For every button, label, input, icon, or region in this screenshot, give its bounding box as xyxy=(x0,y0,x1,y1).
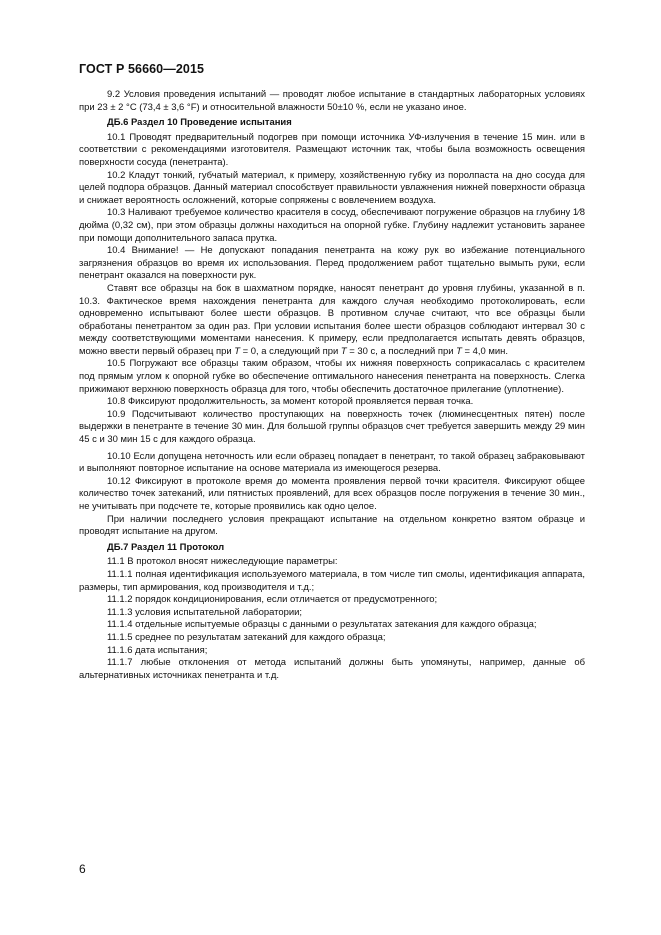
section-heading-db7: ДБ.7 Раздел 11 Протокол xyxy=(107,541,225,553)
paragraph-10-9: 10.9 Подсчитывают количество проступающих на поверхность точек (люминесцентных пятен) после выдержки в пенетранте в течение 30 мин. Для большой группы образцов счет требуется завершить между 29 мин 45 с и 30 мин 15 с для каждого образца. xyxy=(79,408,585,446)
paragraph-10-2: 10.2 Кладут тонкий, губчатый материал, к примеру, хозяйственную губку из поролпаста на дно сосуда для целей подпора образцов. Данный материал способствует правильности увлажнения нижней поверхности образца и снижает вероятность осложнений, которые сопряжены с вовлечением воздуха. xyxy=(79,169,585,206)
paragraph-10-3: 10.3 Наливают требуемое количество красителя в сосуд, обеспечивают погружение образцов на глубину 1⁄8 дюйма (0,32 см), при этом образцы должны находиться на опорной губке. Глубину надлежит установить заранее при помощи дополнительного запаса прутка. xyxy=(79,207,585,244)
paragraph-11-1-7: 11.1.7 любые отклонения от метода испытаний должны быть упомянуты, например, данные об альтернативных источниках пенетранта и т.д. xyxy=(79,657,585,681)
paragraph-11-1-4: 11.1.4 отдельные испытуемые образцы с данными о результатах затекания для каждого образца; xyxy=(107,619,537,631)
paragraph-11-1-1: 11.1.1 полная идентификация используемого материала, в том числе тип смолы, идентификация аппарата, размеры, тип армирования, код производителя и т.д.; xyxy=(79,568,585,593)
paragraph-last-condition: При наличии последнего условия прекращают испытание на отдельном конкретно взятом образце и проводят испытание на другом. xyxy=(79,513,585,538)
paragraph-10-4: 10.4 Внимание! — Не допускают попадания пенетранта на кожу рук во избежание потенциального загрязнения образцов во время их использования. Перед продолжением работ тщательно вымыть руки, если пенетрант оказался на поверхности рук. xyxy=(79,245,585,282)
paragraph-11-1-6: 11.1.6 дата испытания; xyxy=(107,644,208,656)
section-heading-db6: ДБ.6 Раздел 10 Проведение испытания xyxy=(107,117,292,129)
paragraph-10-10: 10.10 Если допущена неточность или если образец попадает в пенетрант, то такой образец забраковывают и выполняют повторное испытание на основе материала из имеющегося резерва. xyxy=(79,450,585,475)
document-header: ГОСТ Р 56660—2015 xyxy=(79,62,205,76)
paragraph-11-1-2: 11.1.2 порядок кондиционирования, если отличается от предусмотренного; xyxy=(107,594,438,606)
document-body xyxy=(79,89,585,682)
paragraph-10-8: 10.8 Фиксируют продолжительность, за момент которой проявляется первая точка. xyxy=(107,396,474,408)
paragraph-10-1: 10.1 Проводят предварительный подогрев при помощи источника УФ-излучения в течение 15 мин. или в соответствии с рекомендациями изготовителя. Размещают источник так, чтобы была возможность освещения поверхности сосуда (пенетранта). xyxy=(79,131,585,168)
paragraph-9-2: 9.2 Условия проведения испытаний — проводят любое испытание в стандартных лабораторных условиях при 23 ± 2 °C (73,4 ± 3,6 °F) и относительной влажности 50±10 %, если не указано иное. xyxy=(79,89,585,113)
page-number: 6 xyxy=(79,862,86,876)
paragraph-staggered-placement: Ставят все образцы на бок в шахматном порядке, наносят пенетрант до уровня глубины, указанной в п. 10.3. Фактическое время нахождения пенетранта для каждого случая необходимо протоколировать, если одновременно испытывают более шести образцов. В противном случае считают, что все образцы были обработаны пенетрантом за один раз. При условии испытания более шести образцов соблюдают интервал 30 с между соответствующими моментами нанесения. К примеру, если предполагается испытать девять образцов, можно ввести первый образец при T = 0, а следующий при T = 30 с, а последний при T = 4,0 мин. xyxy=(79,282,585,357)
paragraph-10-5: 10.5 Погружают все образцы таким образом, чтобы их нижняя поверхность соприкасалась с красителем под прямым углом к опорной губке во обеспечение оптимального нанесения пенетранта на поверхность. Слегка прижимают верхнюю поверхность образца для того, чтобы обеспечить достаточное прилегание (уплотнение). xyxy=(79,358,585,395)
paragraph-11-1-5: 11.1.5 среднее по результатам затеканий для каждого образца; xyxy=(107,631,386,643)
paragraph-10-12: 10.12 Фиксируют в протоколе время до момента проявления первой точки красителя. Фиксируют общее количество точек затеканий, или пятнистых проявлений, для всех образцов после погружения в течение 30 мин., не учитывать при подсчете те, которые проявились как одно целое. xyxy=(79,475,585,512)
paragraph-11-1: 11.1 В протокол вносят нижеследующие параметры: xyxy=(107,556,338,568)
paragraph-11-1-3: 11.1.3 условия испытательной лаборатории; xyxy=(107,606,303,618)
